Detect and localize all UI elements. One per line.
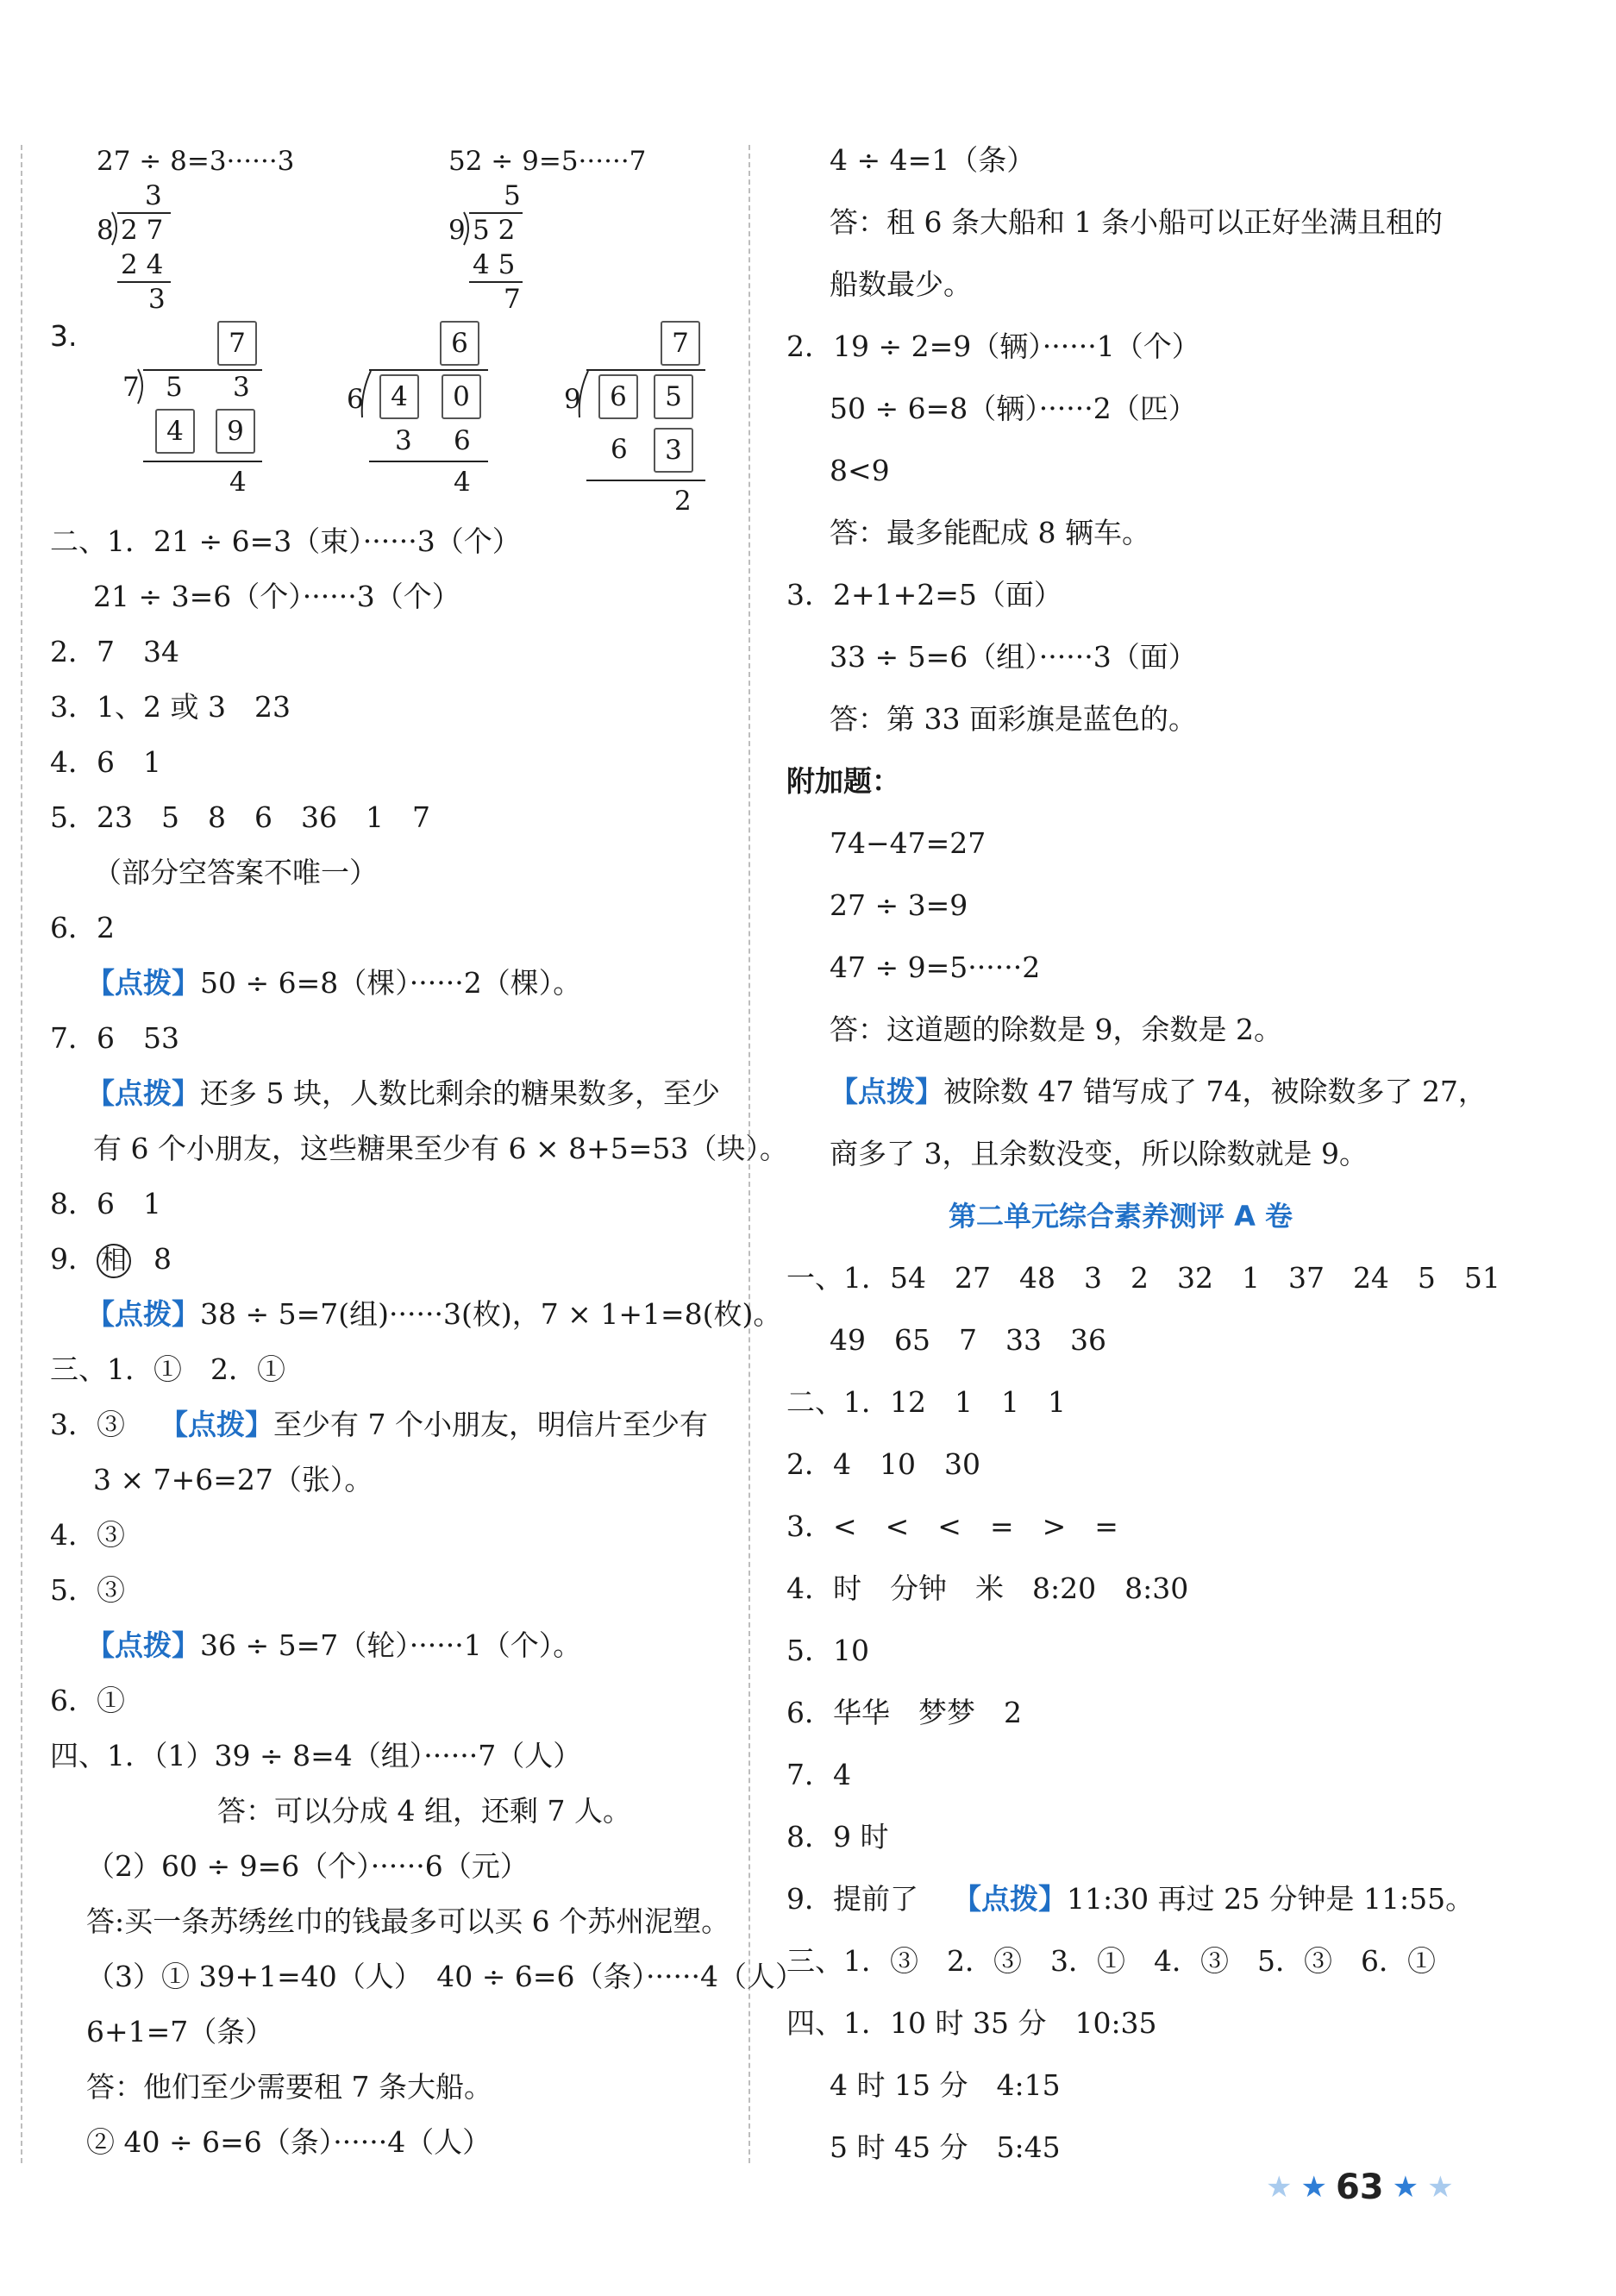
r3-b: 33 ÷ 5=6（组）······3（面） (830, 640, 1197, 674)
box2-remainder: 4 (454, 467, 471, 498)
tip-label: 【点拨】 (160, 1408, 273, 1441)
u4-1-c: 5 时 45 分 5:45 (830, 2130, 1061, 2164)
long-division-2-divisor: 9 (448, 215, 466, 246)
u2-7: 7．4 (786, 1758, 851, 1791)
s2-q1-b: 21 ÷ 3=6（个）······3（个） (93, 580, 460, 613)
u1-b: 49 65 7 33 36 (830, 1323, 1106, 1357)
long-division-2-sub-line (469, 281, 523, 283)
tip-label: 【点拨】 (86, 1628, 200, 1662)
page-number: 63 (1335, 2167, 1384, 2207)
s3-q3-answer: 3．③ (50, 1408, 125, 1441)
box1-dividend-1: 5 (166, 372, 183, 403)
box1-dividend-2: 3 (233, 372, 250, 403)
u2-6: 6．华华 梦梦 2 (786, 1696, 1022, 1729)
box2-sub-line (369, 461, 488, 462)
u3: 三、1．③ 2．③ 3．① 4．③ 5．③ 6．① (786, 1944, 1436, 1978)
long-division-1-top-line (117, 212, 171, 214)
tip-label: 【点拨】 (830, 1075, 943, 1108)
r2: 2．19 ÷ 2=9（辆）······1（个） (786, 329, 1200, 363)
long-division-1-sub-line (117, 281, 171, 283)
extra-2: 27 ÷ 3=9 (830, 888, 968, 922)
s2-q6-tip (86, 966, 581, 1001)
s4-q1-2-answer: 答:买一条苏绣丝巾的钱最多可以买 6 个苏州泥塑。 (86, 1904, 730, 1938)
star-icon: ★ (1392, 2170, 1419, 2205)
long-division-1-product: 2 4 (121, 249, 164, 280)
u1: 一、1．54 27 48 3 2 32 1 37 24 5 51 (786, 1261, 1500, 1295)
box3-dividend-2: 5 (654, 374, 693, 419)
s2-q9 (50, 1242, 172, 1278)
s2-q7-tip (86, 1076, 720, 1111)
r1-answer: 答：租 6 条大船和 1 条小船可以正好坐满且租的 (830, 205, 1443, 239)
long-division-1-divisor: 8 (97, 215, 114, 246)
extra-tip-text: 被除数 47 错写成了 74，被除数多了 27， (943, 1075, 1487, 1108)
box3-bracket (578, 369, 590, 419)
box2-divisor: 6 (347, 384, 364, 415)
s4-q1-3-answer: 答：他们至少需要租 7 条大船。 (86, 2070, 492, 2104)
s2-q4: 4．6 1 (50, 745, 161, 779)
r2-b: 50 ÷ 6=8（辆）······2（匹） (830, 392, 1197, 425)
u2-4: 4．时 分钟 米 8:20 8:30 (786, 1571, 1189, 1605)
s2-q3: 3．1、2 或 3 23 (50, 690, 291, 724)
u2-2: 2．4 10 30 (786, 1447, 980, 1481)
page-number-area (1266, 2161, 1454, 2213)
box1-divisor: 7 (122, 372, 140, 403)
box2-product-2: 6 (454, 425, 471, 456)
star-icon: ★ (1266, 2170, 1293, 2205)
box1-product-1: 4 (155, 409, 195, 454)
tip-label: 【点拨】 (953, 1882, 1067, 1916)
u2-5: 5．10 (786, 1634, 869, 1667)
extra-1: 74−47=27 (830, 826, 987, 860)
long-division-2-top-line (469, 212, 523, 214)
s4-q1-3: （3）① 39+1=40（人） 40 ÷ 6=6（条）······4（人） (86, 1960, 804, 1993)
s2-q6-tip-text: 50 ÷ 6=8（棵）······2（棵）。 (200, 966, 582, 1000)
extra-heading: 附加题： (786, 764, 900, 798)
box1-remainder: 4 (229, 467, 247, 498)
box3-divisor: 9 (564, 384, 581, 415)
s2-q9-tip-text: 38 ÷ 5=7(组)······3(枚)，7 × 1+1=8(枚)。 (200, 1297, 782, 1331)
extra-tip (830, 1075, 1487, 1109)
r3: 3．2+1+2=5（面） (786, 578, 1062, 612)
box1-quotient: 7 (217, 321, 257, 366)
box3-quotient: 7 (661, 321, 700, 366)
extra-tip-2: 商多了 3，且余数没变，所以除数就是 9。 (830, 1137, 1368, 1170)
s3-q5: 5．③ (50, 1573, 125, 1607)
s2-q6: 6．2 (50, 911, 115, 944)
box1-bracket (136, 367, 148, 405)
box2-product-1: 3 (395, 425, 412, 456)
s3-q3-tip-2: 3 × 7+6=27（张）。 (93, 1463, 373, 1496)
box1-sub-line (143, 461, 262, 462)
s4-q1-1: 四、1．（1）39 ÷ 8=4（组）······7（人） (50, 1739, 582, 1772)
s2-q2: 2．7 34 (50, 635, 179, 668)
r2-c: 8<9 (830, 454, 890, 487)
r1-answer-2: 船数最少。 (830, 267, 972, 301)
s2-q5-note: （部分空答案不唯一） (93, 856, 378, 889)
box2-top-line (369, 369, 488, 371)
long-division-2-remainder: 7 (504, 284, 521, 315)
box3-dividend-1: 6 (598, 374, 638, 419)
long-division-1-equation: 27 ÷ 8=3······3 (97, 146, 295, 177)
r1: 4 ÷ 4=1（条） (830, 143, 1036, 177)
box3-product-1: 6 (611, 434, 628, 465)
u4-1-b: 4 时 15 分 4:15 (830, 2068, 1061, 2102)
s2-q9-tip (86, 1297, 781, 1332)
extra-3: 47 ÷ 9=5······2 (830, 950, 1041, 984)
star-icon: ★ (1300, 2170, 1327, 2205)
s4-q1-2: （2）60 ÷ 9=6（个）······6（元） (86, 1849, 529, 1883)
s2-q9-circled-answer: 相 (97, 1244, 131, 1278)
s2-q9-rest: 8 (153, 1242, 172, 1276)
s2-q5: 5．23 5 8 6 36 1 7 (50, 800, 430, 834)
s3-q5-tip (86, 1628, 581, 1663)
s2-q9-num: 9． (50, 1242, 97, 1276)
long-division-2-quotient: 5 (504, 180, 521, 211)
box1-product-2: 9 (216, 409, 255, 454)
r3-answer: 答：第 33 面彩旗是蓝色的。 (830, 702, 1197, 736)
s2-q7-tip-text: 还多 5 块，人数比剩余的糖果数多，至少 (200, 1076, 720, 1110)
box2-dividend-1: 4 (379, 374, 419, 419)
s3-q6: 6．① (50, 1684, 125, 1717)
box3-sub-line (586, 480, 705, 481)
u2-9-answer: 9．提前了 (786, 1882, 918, 1916)
tip-label: 【点拨】 (86, 1297, 200, 1331)
star-icon: ★ (1427, 2170, 1454, 2205)
s2-q1: 二、1．21 ÷ 6=3（束）······3（个） (50, 524, 521, 558)
s3-q1-q2: 三、1．① 2．① (50, 1352, 285, 1386)
s3-q5-tip-text: 36 ÷ 5=7（轮）······1（个）。 (200, 1628, 582, 1662)
long-division-1-dividend: 2 7 (121, 215, 164, 246)
u2-9 (786, 1882, 1474, 1916)
r2-answer: 答：最多能配成 8 辆车。 (830, 516, 1150, 549)
u4-1: 四、1．10 时 35 分 10:35 (786, 2006, 1157, 2040)
extra-answer: 答：这道题的除数是 9，余数是 2。 (830, 1013, 1282, 1046)
u2-9-tip-text: 11:30 再过 25 分钟是 11:55。 (1067, 1882, 1475, 1916)
box1-top-line (143, 369, 262, 371)
box2-dividend-2: 0 (442, 374, 481, 419)
tip-label: 【点拨】 (86, 1076, 200, 1110)
s3-q3 (50, 1408, 708, 1442)
long-division-2-dividend: 5 2 (473, 215, 516, 246)
s4-q1-1-answer: 答：可以分成 4 组，还剩 7 人。 (217, 1794, 631, 1828)
u2-8: 8．9 时 (786, 1820, 889, 1854)
u2-1: 二、1．12 1 1 1 (786, 1385, 1066, 1419)
long-division-1-quotient: 3 (145, 180, 162, 211)
s4-q1-3-c: ② 40 ÷ 6=6（条）······4（人） (86, 2125, 492, 2159)
box2-quotient: 6 (440, 321, 479, 366)
long-division-2-equation: 52 ÷ 9=5······7 (448, 146, 647, 177)
long-division-2-product: 4 5 (473, 249, 516, 280)
box3-remainder: 2 (674, 486, 692, 517)
box3-product-2: 3 (654, 428, 693, 473)
u2-3: 3．< < < = > = (786, 1509, 1118, 1543)
long-division-1-remainder: 3 (148, 284, 166, 315)
box3-top-line (586, 369, 705, 371)
unit-test-title: 第二单元综合素养测评 A 卷 (949, 1200, 1293, 1233)
s4-q1-3-b: 6+1=7（条） (86, 2015, 274, 2048)
s2-q7: 7．6 53 (50, 1021, 179, 1055)
left-margin-rule (21, 145, 22, 2163)
s2-q8: 8．6 1 (50, 1187, 161, 1220)
tip-label: 【点拨】 (86, 966, 200, 1000)
s2-q7-tip-2: 有 6 个小朋友，这些糖果至少有 6 × 8+5=53（块）。 (93, 1132, 788, 1165)
q3-label: 3. (50, 319, 78, 353)
box2-bracket (360, 369, 373, 419)
s3-q3-tip-text: 至少有 7 个小朋友，明信片至少有 (273, 1408, 708, 1441)
s3-q4: 4．③ (50, 1518, 125, 1552)
